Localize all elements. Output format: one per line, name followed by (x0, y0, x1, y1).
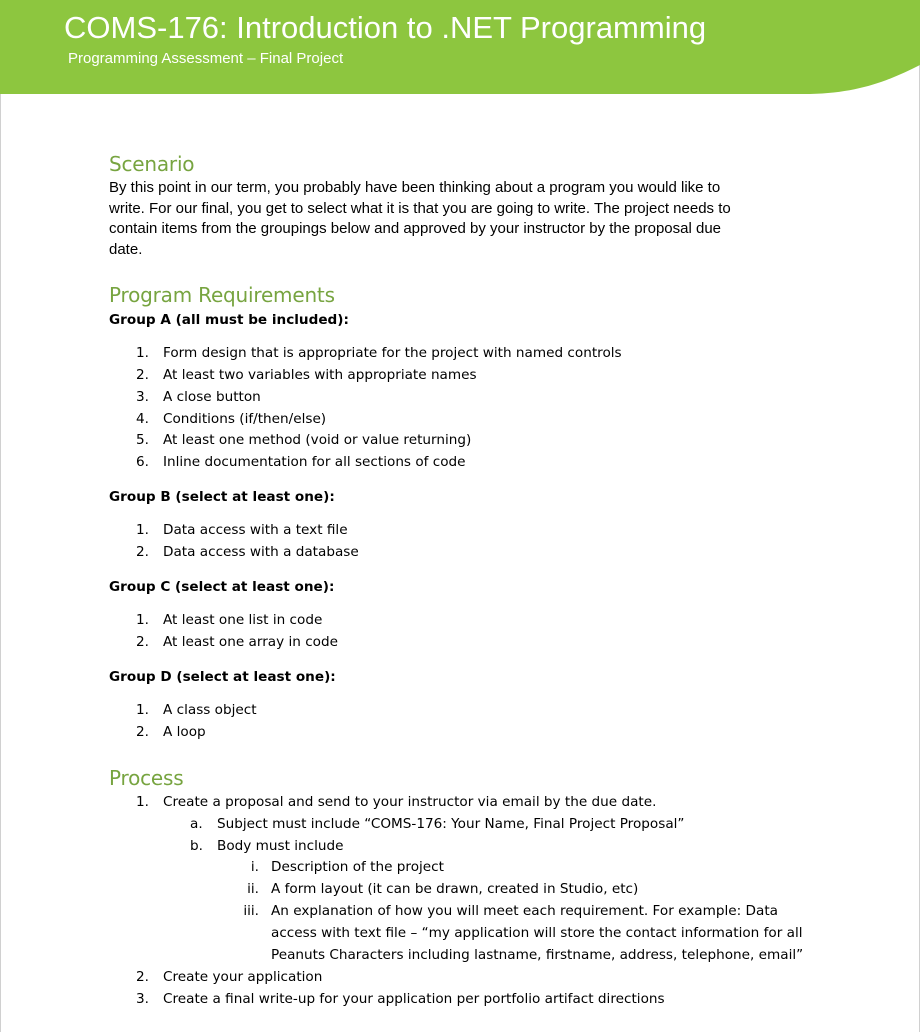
list-item: 2. At least two variables with appropriate names (136, 366, 477, 383)
process-heading: Process (109, 765, 184, 790)
body-requirement-item: ii. A form layout (it can be drawn, created in Studio, etc) (247, 881, 639, 898)
list-item: 2. At least one array in code (136, 633, 338, 650)
scenario-line: write. For our final, you get to select what it is that you are going to write. The project needs to (109, 199, 731, 217)
scenario-line: date. (109, 241, 143, 259)
scenario-line: contain items from the groupings below and approved by your instructor by the proposal due (109, 220, 722, 238)
list-item: 2. A loop (136, 723, 206, 740)
list-item: 2. Data access with a database (136, 544, 359, 561)
group-d-list (109, 700, 829, 744)
list-item: 1. A class object (136, 701, 257, 718)
body-requirement-item: iii. An explanation of how you will meet each requirement. For example: Data access with text file – “my application will store the contact information for all Peanuts Characters including lastname, firstname, address, telephone, email” (243, 903, 804, 964)
process-list (109, 792, 829, 814)
process-step: 2. Create your application (136, 968, 323, 985)
list-item: 4. Conditions (if/then/else) (136, 410, 327, 427)
list-item: 6. Inline documentation for all sections of code (136, 454, 466, 471)
group-d-label: Group D (select at least one): (109, 668, 336, 685)
document-body (109, 150, 829, 1011)
group-a-list (109, 343, 829, 474)
body-requirement-item: i. Description of the project (250, 859, 444, 876)
group-c-label: Group C (select at least one): (109, 579, 335, 596)
list-item: 3. A close button (136, 388, 261, 405)
process-step: 1. Create a proposal and send to your instructor via email by the due date. (136, 793, 657, 810)
process-list-continued (109, 967, 829, 1011)
list-item: 5. At least one method (void or value returning) (136, 432, 472, 449)
body-requirements-list (109, 857, 829, 967)
list-item: 1. Data access with a text file (136, 522, 348, 539)
scenario-heading: Scenario (109, 152, 195, 176)
course-subtitle: Programming Assessment – Final Project (68, 50, 344, 67)
process-substep: b. Body must include (190, 837, 344, 854)
list-item: 1. At least one list in code (136, 612, 323, 629)
process-step: 3. Create a final write-up for your application per portfolio artifact directions (136, 990, 665, 1007)
course-title: COMS-176: Introduction to .NET Programming (64, 10, 707, 45)
list-item: 1. Form design that is appropriate for the project with named controls (136, 344, 622, 361)
group-c-list (109, 610, 829, 654)
group-a-label: Group A (all must be included): (109, 311, 349, 328)
process-substep: a. Subject must include “COMS-176: Your Name, Final Project Proposal” (190, 815, 685, 832)
process-substeps (109, 814, 829, 858)
header-banner (0, 0, 920, 100)
requirements-heading: Program Requirements (109, 282, 335, 307)
group-b-label: Group B (select at least one): (109, 489, 335, 506)
scenario-line: By this point in our term, you probably have been thinking about a program you would like to (109, 179, 721, 196)
scenario-paragraph (109, 178, 829, 261)
group-b-list (109, 520, 829, 564)
